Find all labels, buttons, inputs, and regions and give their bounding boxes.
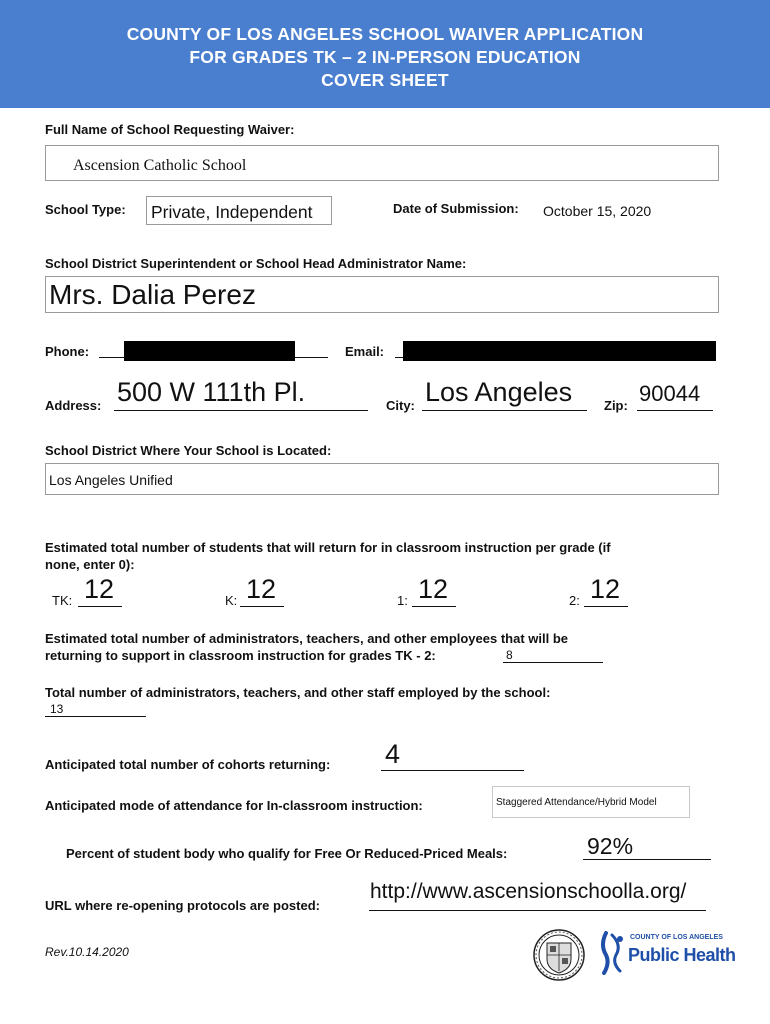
cohorts-value[interactable]: 4 bbox=[385, 739, 401, 769]
grade-1-value[interactable]: 12 bbox=[418, 574, 449, 604]
grade-1-label: 1: bbox=[397, 593, 408, 608]
returning-staff-underline bbox=[503, 662, 603, 663]
address-label: Address: bbox=[45, 398, 102, 413]
city-value[interactable]: Los Angeles bbox=[425, 377, 573, 407]
submission-date-value[interactable]: October 15, 2020 bbox=[543, 203, 652, 219]
returning-staff-label-line-2: returning to support in classroom instruction for grades TK - 2: bbox=[45, 648, 436, 663]
school-name-field[interactable] bbox=[45, 145, 719, 181]
grade-k-label: K: bbox=[225, 593, 238, 608]
grade-tk-underline bbox=[78, 606, 122, 607]
cohorts-underline bbox=[381, 770, 524, 771]
attendance-mode-label: Anticipated mode of attendance for In-classroom instruction: bbox=[45, 798, 423, 813]
submission-date-label: Date of Submission: bbox=[393, 201, 519, 216]
administrator-label: School District Superintendent or School Head Administrator Name: bbox=[45, 256, 467, 271]
returning-staff-value[interactable]: 8 bbox=[506, 648, 513, 662]
students-label-line-2: none, enter 0): bbox=[45, 557, 135, 572]
administrator-value: Mrs. Dalia Perez bbox=[49, 279, 256, 310]
address-underline bbox=[114, 410, 368, 411]
total-staff-value[interactable]: 13 bbox=[50, 702, 64, 716]
grade-tk-value[interactable]: 12 bbox=[84, 574, 115, 604]
grade-1-underline bbox=[412, 606, 456, 607]
administrator-field[interactable] bbox=[45, 276, 719, 313]
county-seal-icon bbox=[533, 929, 585, 981]
url-value[interactable]: http://www.ascensionschoolla.org/ bbox=[370, 880, 687, 903]
city-label: City: bbox=[386, 398, 415, 413]
grade-tk-label: TK: bbox=[52, 593, 73, 608]
url-underline bbox=[369, 910, 706, 911]
grade-2-underline bbox=[584, 606, 628, 607]
school-type-label: School Type: bbox=[45, 202, 126, 217]
header-title-line-3: COVER SHEET bbox=[321, 70, 449, 90]
meals-label: Percent of student body who qualify for Free Or Reduced-Priced Meals: bbox=[66, 846, 508, 861]
city-underline bbox=[422, 410, 587, 411]
phone-redaction bbox=[124, 341, 295, 361]
zip-underline bbox=[637, 410, 713, 411]
district-value: Los Angeles Unified bbox=[49, 472, 173, 488]
meals-value[interactable]: 92% bbox=[587, 833, 634, 859]
url-label: URL where re-opening protocols are posted: bbox=[45, 898, 320, 913]
email-redaction bbox=[403, 341, 716, 361]
grade-k-value[interactable]: 12 bbox=[246, 574, 277, 604]
public-health-emblem-icon bbox=[600, 931, 626, 975]
attendance-mode-field[interactable] bbox=[492, 786, 690, 818]
header-banner bbox=[0, 0, 770, 108]
school-type-value: Private, Independent bbox=[151, 202, 313, 222]
students-label-line-1: Estimated total number of students that will return for in classroom instruction per grade (if bbox=[45, 540, 611, 555]
revision-label: Rev.10.14.2020 bbox=[45, 945, 129, 959]
school-name-label: Full Name of School Requesting Waiver: bbox=[45, 122, 295, 137]
total-staff-underline bbox=[45, 716, 146, 717]
attendance-mode-value: Staggered Attendance/Hybrid Model bbox=[496, 797, 657, 808]
phone-label: Phone: bbox=[45, 344, 90, 359]
header-title-line-1: COUNTY OF LOS ANGELES SCHOOL WAIVER APPLICATION bbox=[126, 24, 644, 44]
header-title-line-2: FOR GRADES TK – 2 IN-PERSON EDUCATION bbox=[189, 47, 581, 67]
school-name-value: Ascension Catholic School bbox=[73, 157, 247, 174]
district-label: School District Where Your School is Located: bbox=[45, 443, 332, 458]
district-field[interactable] bbox=[45, 463, 719, 495]
returning-staff-label-line-1: Estimated total number of administrators, teachers, and other employees that will be bbox=[45, 631, 569, 646]
address-value[interactable]: 500 W 111th Pl. bbox=[117, 377, 306, 407]
grade-2-value[interactable]: 12 bbox=[590, 574, 621, 604]
total-staff-label: Total number of administrators, teachers, and other staff employed by the school: bbox=[45, 685, 551, 700]
email-label: Email: bbox=[345, 344, 385, 359]
grade-2-label: 2: bbox=[569, 593, 580, 608]
county-small-text: COUNTY OF LOS ANGELES bbox=[630, 934, 723, 941]
public-health-text: Public Health bbox=[628, 945, 736, 965]
zip-value[interactable]: 90044 bbox=[639, 381, 701, 406]
zip-label: Zip: bbox=[604, 398, 628, 413]
public-health-logo bbox=[600, 929, 736, 979]
grade-k-underline bbox=[240, 606, 284, 607]
cohorts-label: Anticipated total number of cohorts returning: bbox=[45, 757, 331, 772]
school-type-field[interactable] bbox=[146, 196, 332, 225]
